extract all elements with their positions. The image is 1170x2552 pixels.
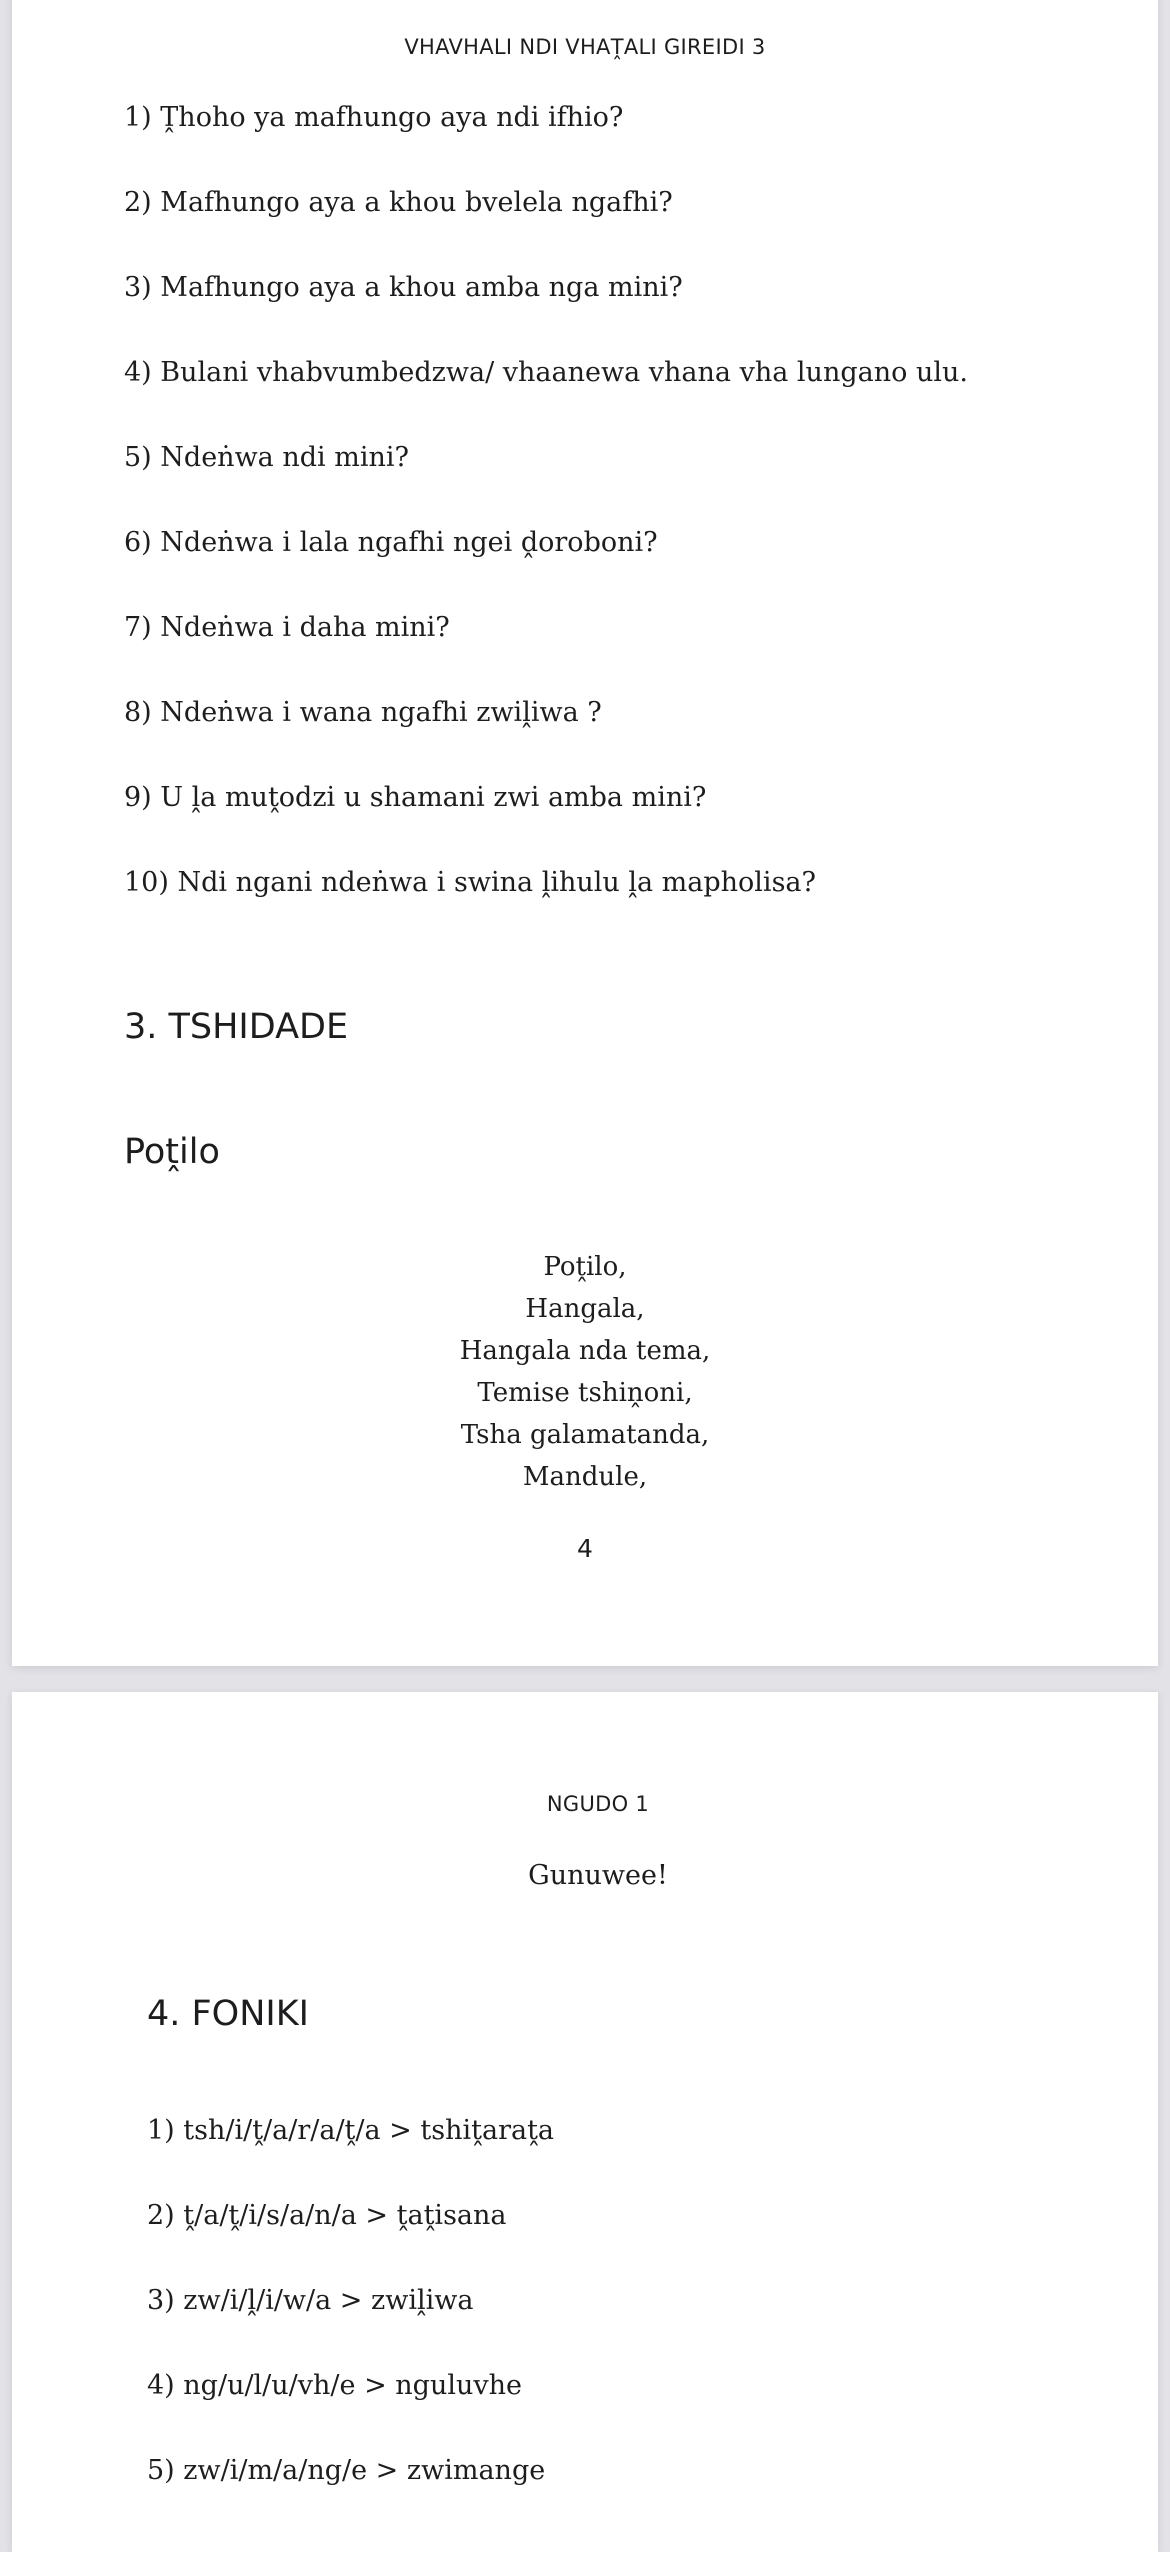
question-item: 6) Ndeṅwa i lala ngafhi ngei ḓoroboni? xyxy=(124,527,658,558)
page-header: VHAVHALI NDI VHAṰALI GIREIDI 3 xyxy=(404,35,766,59)
question-item: 4) Bulani vhabvumbedzwa/ vhaanewa vhana vha lungano ulu. xyxy=(124,357,968,388)
phonics-item: 4) ng/u/l/u/vh/e > nguluvhe xyxy=(147,2370,522,2401)
poem xyxy=(12,1252,1158,1504)
question-item: 7) Ndeṅwa i daha mini? xyxy=(124,612,450,643)
phonics-item: 3) zw/i/ḽ/i/w/a > zwiḽiwa xyxy=(147,2285,474,2316)
question-item: 5) Ndeṅwa ndi mini? xyxy=(124,442,409,473)
poem-line: Hangala nda tema, xyxy=(459,1336,711,1366)
poem-line: Hangala, xyxy=(525,1294,645,1324)
page-header: NGUDO 1 xyxy=(546,1792,650,1816)
question-item: 8) Ndeṅwa i wana ngafhi zwiḽiwa ? xyxy=(124,697,602,728)
poem-line: Tsha galamatanda, xyxy=(460,1420,710,1450)
subsection-title: Poṱilo xyxy=(124,1132,220,1172)
section-title: 4. FONIKI xyxy=(147,1994,309,2034)
poem-line: Poṱilo, xyxy=(543,1252,627,1282)
document-page-1 xyxy=(12,0,1158,1666)
question-item: 1) Ṱhoho ya mafhungo aya ndi ifhio? xyxy=(124,102,624,133)
question-item: 10) Ndi ngani ndeṅwa i swina ḽihulu ḽa mapholisa? xyxy=(124,867,816,898)
page-number: 4 xyxy=(577,1534,593,1563)
question-item: 2) Mafhungo aya a khou bvelela ngafhi? xyxy=(124,187,673,218)
phonics-item: 1) tsh/i/ṱ/a/r/a/ṱ/a > tshiṱaraṱa xyxy=(147,2115,555,2146)
poem-line: Mandule, xyxy=(522,1462,648,1492)
poem-line: Temise tshiṋoni, xyxy=(477,1378,693,1408)
question-item: 3) Mafhungo aya a khou amba nga mini? xyxy=(124,272,683,303)
phonics-item: 2) ṱ/a/ṱ/i/s/a/n/a > ṱaṱisana xyxy=(147,2200,507,2231)
question-item: 9) U ḽa muṱodzi u shamani zwi amba mini? xyxy=(124,782,707,813)
section-title: 3. TSHIDADE xyxy=(124,1007,349,1047)
page-subheader: Gunuwee! xyxy=(528,1860,668,1891)
phonics-item: 5) zw/i/m/a/ng/e > zwimange xyxy=(147,2455,546,2486)
document-page-2 xyxy=(12,1692,1158,2552)
